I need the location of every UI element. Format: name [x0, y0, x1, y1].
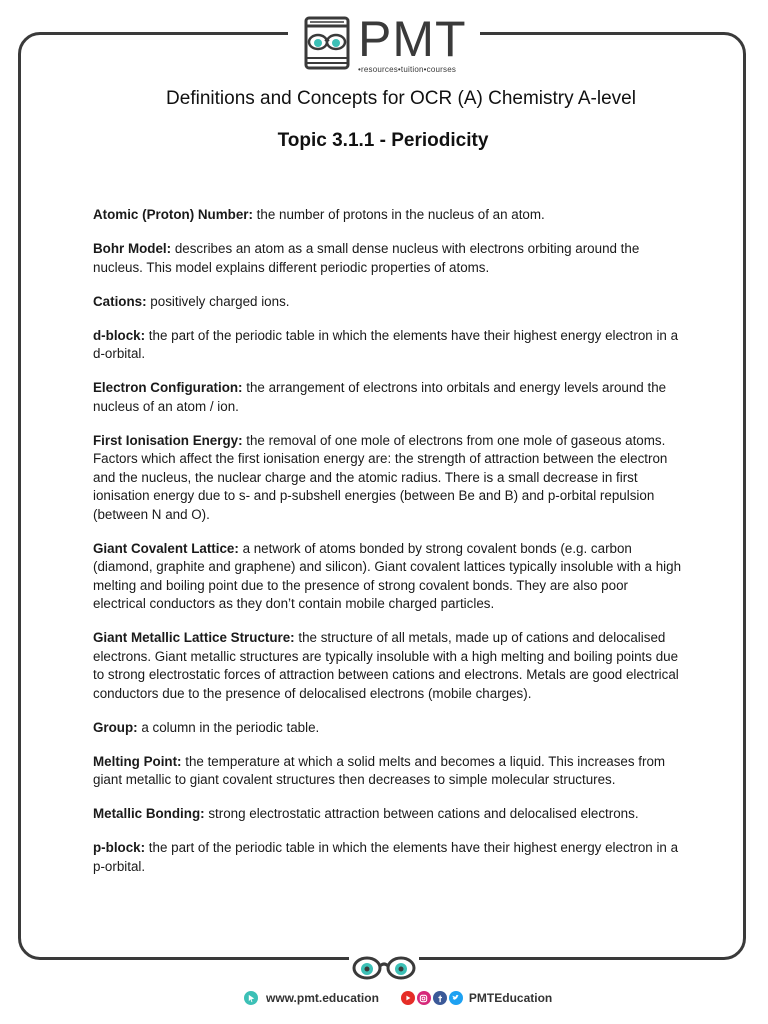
definition-text: strong electrostatic attraction between cations and delocalised electrons.	[204, 806, 639, 821]
definition-item	[93, 327, 683, 364]
glasses-icon	[349, 953, 419, 983]
definition-text: the arrangement of electrons into orbitals and energy levels around the nucleus of an atom / ion.	[93, 380, 667, 414]
definition-text: the number of protons in the nucleus of an atom.	[252, 207, 545, 222]
definition-item	[93, 293, 683, 312]
website-link[interactable]: www.pmt.education	[266, 991, 379, 1005]
logo-tagline: •resources•tuition•courses	[358, 65, 457, 74]
definition-term: Electron Configuration:	[93, 380, 243, 395]
youtube-icon[interactable]	[401, 991, 415, 1005]
definition-item	[93, 629, 683, 703]
definition-term: Atomic (Proton) Number:	[93, 207, 253, 222]
definition-item	[93, 432, 683, 525]
document-title: Definitions and Concepts for OCR (A) Chemistry A-level	[166, 88, 636, 109]
instagram-icon[interactable]	[417, 991, 431, 1005]
definition-term: Metallic Bonding:	[93, 806, 205, 821]
definition-term: Giant Covalent Lattice:	[93, 540, 239, 556]
definition-term: First Ionisation Energy:	[93, 432, 243, 448]
definition-text: the removal of one mole of electrons from one mole of gaseous atoms. Factors which affect the first ionisation energy are: the strength of attraction between the electron and the nucleus, the nuclear charge and the atomic radius. There is a small decrease in first ionisation energy due to s- and p-subshell energies (between Be and B) and p-orbital repulsion (between N and O).	[93, 432, 668, 522]
definition-text: the temperature at which a solid melts and becomes a liquid. This increases from giant metallic to giant covalent structures then decreases to simple molecular structures.	[93, 753, 666, 787]
definition-item	[93, 805, 683, 824]
definition-text: the part of the periodic table in which the elements have their highest energy electron in a p-orbital.	[93, 840, 679, 874]
definition-term: Melting Point:	[93, 753, 182, 769]
definition-term: Group:	[93, 719, 138, 735]
definition-item	[93, 753, 683, 790]
definition-item	[93, 719, 683, 738]
definition-text: a network of atoms bonded by strong covalent bonds (e.g. carbon (diamond, graphite and graphene) and silicon). Giant covalent lattices typically insoluble with a high melting and boiling point due to the presence of strong covalent bonds. They are also poor electrical conductors as they don’t contain mobile charged particles.	[93, 540, 682, 611]
book-glasses-icon	[298, 14, 356, 72]
pmt-logo	[288, 11, 480, 80]
definition-term: d-block:	[93, 327, 146, 343]
definition-term: Giant Metallic Lattice Structure:	[93, 630, 295, 645]
definition-text: describes an atom as a small dense nucleus with electrons orbiting around the nucleus. This model explains different periodic properties of atoms.	[93, 241, 640, 275]
definition-term: Cations:	[93, 293, 147, 309]
definition-item	[93, 839, 683, 876]
social-handle[interactable]: PMTEducation	[468, 991, 553, 1005]
topic-title: Topic 3.1.1 - Periodicity	[277, 130, 489, 151]
logo-text: PMT	[358, 11, 467, 67]
twitter-icon[interactable]	[449, 991, 463, 1005]
definition-item	[93, 240, 683, 277]
facebook-icon[interactable]	[433, 991, 447, 1005]
definition-text: a column in the periodic table.	[137, 719, 320, 735]
definition-term: Bohr Model:	[93, 241, 172, 256]
definition-text: positively charged ions.	[146, 293, 290, 309]
definition-text: the structure of all metals, made up of cations and delocalised electrons. Giant metallic structures are typically insoluble with a high melting and boiling points due to strong electrostatic forces of attraction between cations and electrons. Metals are good electrical conductors due to the presence of delocalised electrons (mobile charges).	[93, 630, 679, 701]
definition-item	[93, 379, 683, 416]
definition-item	[93, 540, 683, 614]
definition-text: the part of the periodic table in which the elements have their highest energy electron in a d-orbital.	[93, 327, 679, 361]
definition-term: p-block:	[93, 840, 146, 855]
footer	[244, 988, 552, 1008]
definitions-list	[93, 206, 683, 892]
definition-item	[93, 206, 683, 225]
cursor-icon	[244, 991, 258, 1005]
